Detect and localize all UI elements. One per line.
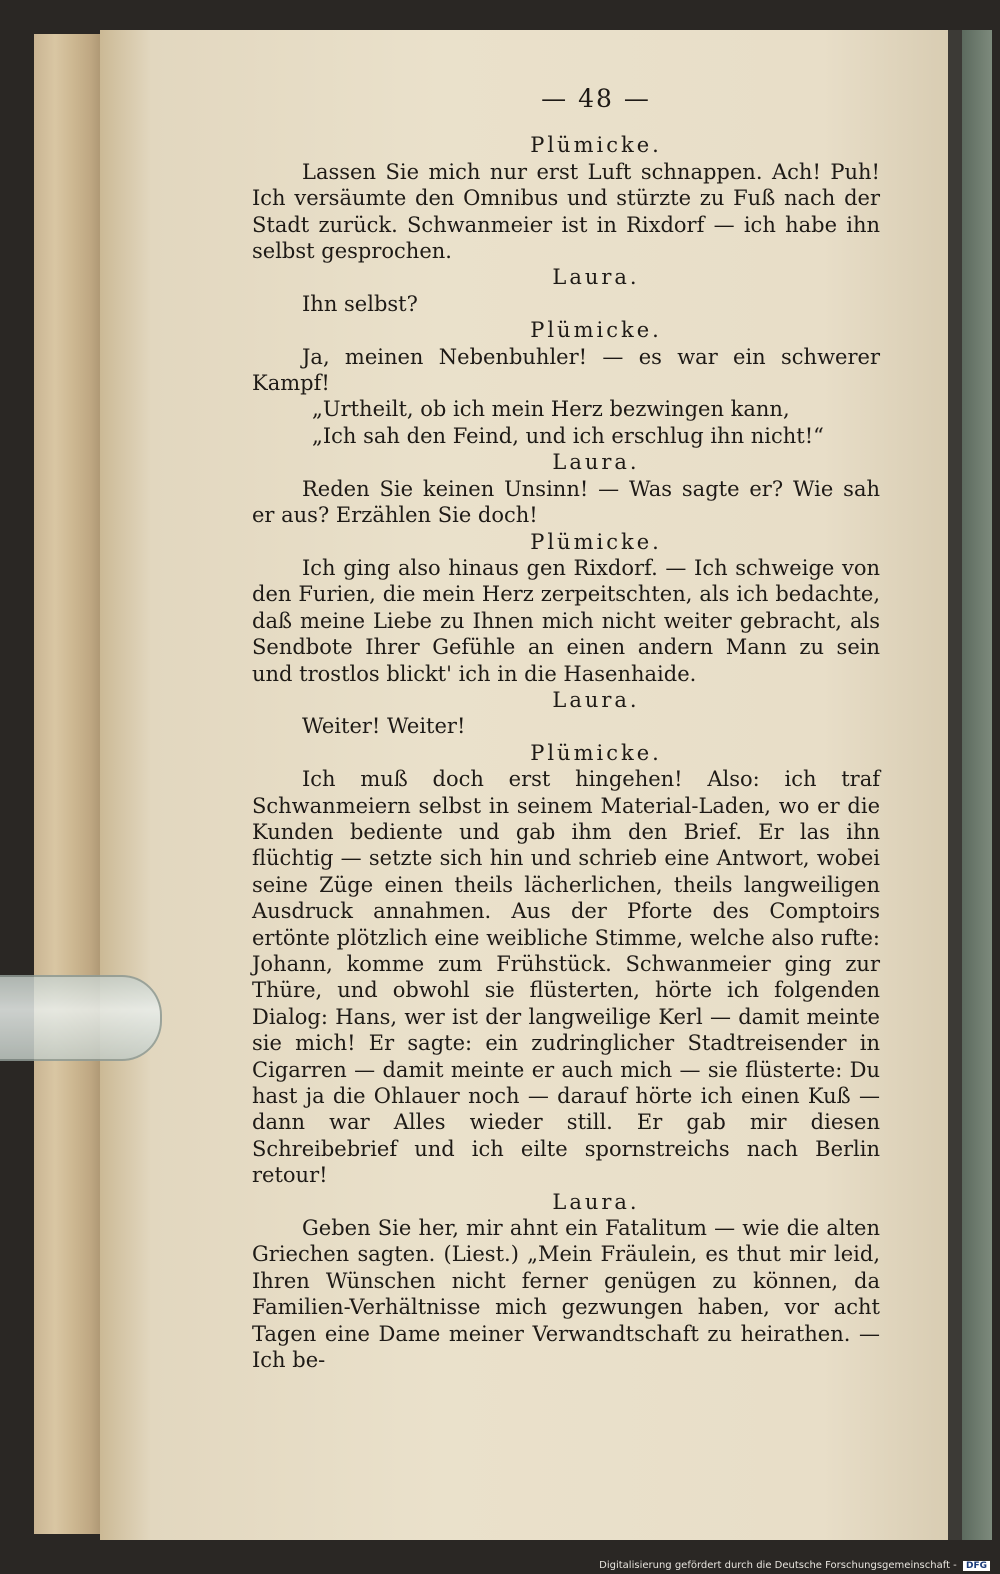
- speaker-name: Laura.: [552, 1189, 640, 1214]
- speaker-name: Plümicke.: [530, 133, 662, 158]
- speaker-name: Plümicke.: [530, 740, 662, 765]
- speaker-name: Laura.: [552, 687, 640, 712]
- speaker-name: Laura.: [552, 265, 640, 290]
- book-gutter: [948, 30, 962, 1540]
- paragraph: Reden Sie keinen Unsinn! — Was sagte er? Wie sah er aus? Erzählen Sie doch!: [252, 476, 880, 528]
- paragraph: Ihn selbst?: [302, 291, 418, 316]
- paragraph: Geben Sie her, mir ahnt ein Fatalitum — wie die alten Griechen sagten. (Liest.) „Mein Fräulein, es thut mir leid, Ihren Wünschen nicht ferner genügen zu können, da Familien-Verhältnisse mich gezwungen haben, vor acht Tagen eine Dame meiner Verwandtschaft zu heirathen. — Ich be-: [252, 1216, 880, 1373]
- digitization-credit: [599, 1560, 990, 1571]
- page-text: [252, 86, 880, 1374]
- speaker-name: Plümicke.: [530, 529, 662, 554]
- verse-line: „Ich sah den Feind, und ich erschlug ihn nicht!“: [312, 423, 824, 448]
- facing-page-edge: [962, 30, 992, 1540]
- paragraph: Lassen Sie mich nur erst Luft schnappen. Ach! Puh! Ich versäumte den Omnibus und stürzte zu Fuß nach der Stadt zurück. Schwanmeier ist in Rixdorf — ich habe ihn selbst gesprochen.: [252, 159, 880, 264]
- paragraph: Ich muß doch erst hingehen! Also: ich traf Schwanmeiern selbst in seinem Material-Laden, wo er die Kunden bediente und gab ihm den Brief. Er las ihn flüchtig — setzte sich hin und schrieb eine Antwort, wobei seine Züge einen theils lächerlichen, theils langweiligen Ausdruck annahmen. Aus der Pforte des Comptoirs ertönte plötzlich eine weibliche Stimme, welche also rufte: Johann, komme zum Frühstück. Schwanmeier ging zur Thüre, und obwohl sie flüsterten, hörte ich folgenden Dialog: Hans, wer ist der langweilige Kerl — damit meinte sie mich! Er sagte: ein zudringlicher Stadtreisender in Cigarren — damit meinte er auch mich — sie flüsterte: Du hast ja die Ohlauer noch — darauf hörte ich einen Kuß — dann war Alles wieder still. Er gab mir diesen Schreibebrief und ich eilte spornstreichs nach Berlin retour!: [252, 767, 880, 1188]
- speaker-name: Laura.: [552, 450, 640, 475]
- credit-text: Digitalisierung gefördert durch die Deutsche Forschungsgemeinschaft -: [599, 1560, 957, 1571]
- page-clip: [0, 975, 162, 1061]
- paragraph: Ich ging also hinaus gen Rixdorf. — Ich schweige von den Furien, die mein Herz zerpeitschten, als ich bedachte, daß meine Liebe zu Ihnen mich nicht weiter gebracht, als Sendbote Ihrer Gefühle an einen andern Mann zu sein und trostlos blickt' ich in die Hasenhaide.: [252, 555, 880, 686]
- speaker-name: Plümicke.: [530, 318, 662, 343]
- paragraph: Ja, meinen Nebenbuhler! — es war ein schwerer Kampf!: [252, 344, 880, 396]
- book-page-edges: [34, 34, 104, 1534]
- dfg-logo: DFG: [963, 1561, 990, 1571]
- verse-line: „Urtheilt, ob ich mein Herz bezwingen kann,: [312, 397, 790, 422]
- paragraph: Weiter! Weiter!: [302, 714, 466, 739]
- page-number: — 48 —: [541, 84, 651, 113]
